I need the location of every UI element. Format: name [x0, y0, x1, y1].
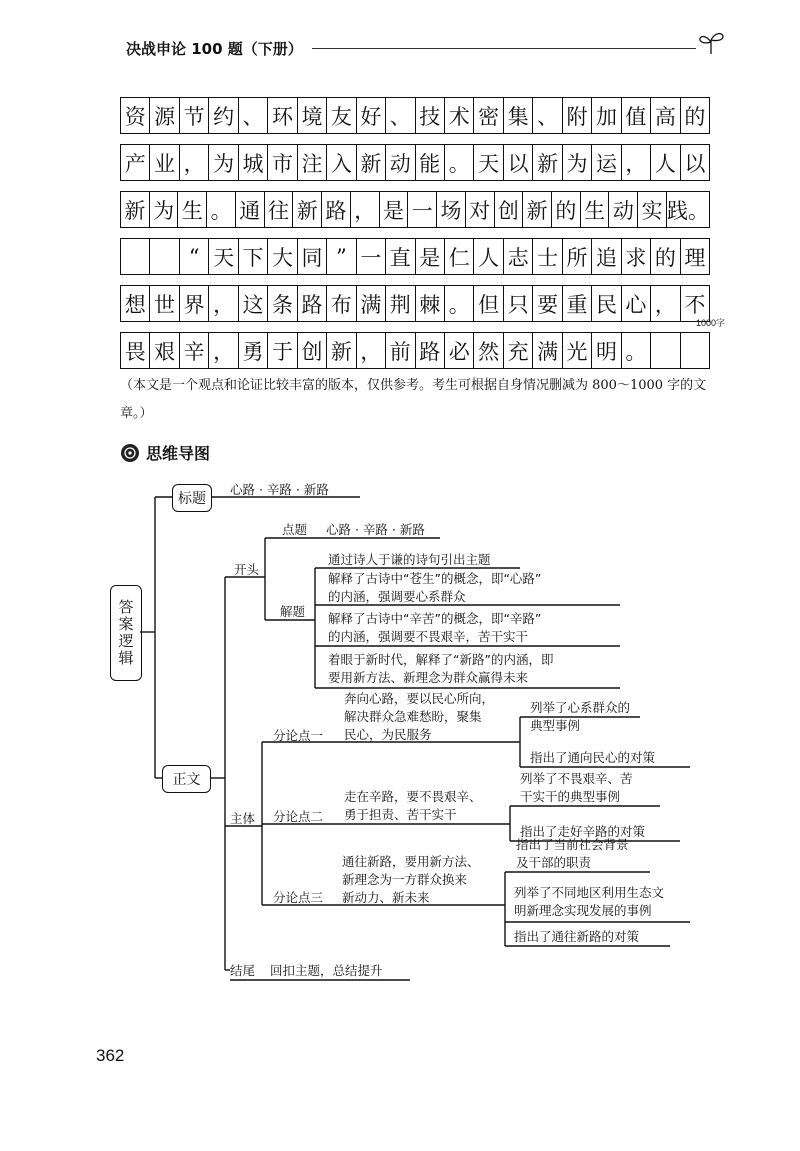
- essay-cell: 勇: [239, 333, 268, 368]
- essay-cell: 天: [209, 239, 238, 274]
- essay-cell: 市: [268, 145, 297, 180]
- essay-cell: 入: [327, 145, 356, 180]
- essay-cell: 路: [298, 286, 327, 321]
- essay-cell: 创: [298, 333, 327, 368]
- essay-cell: 境: [298, 98, 327, 133]
- essay-cell: 然: [474, 333, 503, 368]
- essay-cell: 新: [121, 192, 150, 227]
- essay-cell: 为: [209, 145, 238, 180]
- essay-cell: 密: [474, 98, 503, 133]
- ending-label: 结尾: [230, 963, 256, 978]
- essay-cell: 士: [533, 239, 562, 274]
- essay-cell: 创: [495, 192, 524, 227]
- note-text: （本文是一个观点和论证比较丰富的版本，仅供参考。考生可根据自身情况删减为 800～1000 字的文章。）: [120, 378, 707, 421]
- essay-cell: 友: [327, 98, 356, 133]
- essay-cell: 以: [504, 145, 533, 180]
- essay-cell: 高: [651, 98, 680, 133]
- essay-cell: 生: [581, 192, 610, 227]
- essay-cell: 环: [268, 98, 297, 133]
- essay-cell: 重: [563, 286, 592, 321]
- point-text: 心路 · 辛路 · 新路: [326, 522, 425, 537]
- title-text: 心路 · 辛路 · 新路: [230, 482, 329, 497]
- intro-text: 通过诗人于谦的诗句引出主题: [328, 552, 491, 567]
- essay-cell: 所: [563, 239, 592, 274]
- essay-cell: 人: [651, 145, 680, 180]
- essay-cell: 同: [298, 239, 327, 274]
- essay-cell: 是: [416, 239, 445, 274]
- essay-cell: 附: [563, 98, 592, 133]
- explain-item: 着眼于新时代，解释了“新路”的内涵，即 要用新方法、新理念为群众赢得未来: [328, 652, 554, 685]
- essay-cell: 场: [437, 192, 466, 227]
- essay-cell: 。: [622, 333, 651, 368]
- essay-cell: 布: [327, 286, 356, 321]
- essay-cell: 对: [466, 192, 495, 227]
- essay-cell: 界: [180, 286, 209, 321]
- essay-cell: 践。: [667, 192, 710, 227]
- main-label: 主体: [230, 811, 256, 826]
- essay-cell: ，: [180, 145, 209, 180]
- subpoint-1-item: 列举了心系群众的 典型事例: [530, 700, 631, 733]
- essay-cell: 通: [236, 192, 265, 227]
- essay-cell: 棘: [416, 286, 445, 321]
- explain-item: 解释了古诗中“辛苦”的概念，即“辛路” 的内涵，强调要不畏艰辛，苦干实干: [328, 611, 542, 644]
- essay-cell: 这: [239, 286, 268, 321]
- essay-cell: ，: [651, 286, 680, 321]
- essay-cell: 注: [298, 145, 327, 180]
- essay-cell: 志: [504, 239, 533, 274]
- essay-cell: 必: [445, 333, 474, 368]
- subpoint-3-item: 列举了不同地区利用生态文 明新理念实现发展的事例: [514, 885, 665, 918]
- essay-cell: 新: [533, 145, 562, 180]
- running-header: 决战申论 100 题（下册）: [126, 40, 303, 58]
- essay-cell: ，: [622, 145, 651, 180]
- essay-cell: 想: [121, 286, 150, 321]
- essay-cell: 加: [592, 98, 621, 133]
- essay-cell: 产: [121, 145, 150, 180]
- subpoint-2-text: 走在辛路，要不畏艰辛、 勇于担责、苦干实干: [344, 789, 482, 822]
- essay-cell: 为: [563, 145, 592, 180]
- essay-cell: ，: [357, 333, 386, 368]
- essay-cell: 。: [207, 192, 236, 227]
- essay-cell: 新: [327, 333, 356, 368]
- essay-cell: 一: [357, 239, 386, 274]
- essay-cell: 艰: [150, 333, 179, 368]
- explain-item: 解释了古诗中“苍生”的概念，即“心路” 的内涵，强调要心系群众: [328, 571, 542, 604]
- essay-cell: 不 1000字: [681, 286, 710, 321]
- subpoint-1-text: 奔向心路，要以民心所向， 解决群众急难愁盼，聚集 民心，为民服务: [344, 691, 495, 742]
- essay-cell: 新: [293, 192, 322, 227]
- essay-cell: 一: [408, 192, 437, 227]
- explain-label: 解题: [280, 604, 306, 619]
- essay-cell: 。: [445, 286, 474, 321]
- page-number: 362: [96, 1046, 125, 1065]
- essay-cell: 民: [592, 286, 621, 321]
- essay-cell: 能: [416, 145, 445, 180]
- essay-cell: 要: [533, 286, 562, 321]
- essay-cell: 的: [681, 98, 710, 133]
- essay-cell: 术: [445, 98, 474, 133]
- essay-cell: 但: [474, 286, 503, 321]
- essay-cell: ，: [209, 286, 238, 321]
- title-node: 标题: [172, 484, 212, 512]
- subpoint-3-item: 指出了通往新路的对策: [514, 929, 640, 944]
- essay-cell: 、: [239, 98, 268, 133]
- essay-cell: 、: [533, 98, 562, 133]
- essay-cell: 仁: [445, 239, 474, 274]
- essay-cell: 以: [681, 145, 710, 180]
- subpoint-2-label: 分论点二: [273, 809, 324, 824]
- essay-cell: 天: [474, 145, 503, 180]
- essay-cell: 集: [504, 98, 533, 133]
- word-count-mark: 1000字: [696, 318, 726, 328]
- essay-cell: 路: [416, 333, 445, 368]
- subpoint-3-text: 通往新路，要用新方法、 新理念为一方群众换来 新动力、新未来: [342, 854, 480, 905]
- subpoint-1-item: 指出了通向民心的对策: [530, 750, 656, 765]
- essay-cell: 、: [386, 98, 415, 133]
- subpoint-3-label: 分论点三: [273, 890, 324, 905]
- root-node: 答案逻辑: [110, 585, 142, 681]
- essay-cell: 的: [552, 192, 581, 227]
- essay-cell: 路: [322, 192, 351, 227]
- essay-cell: 实: [638, 192, 667, 227]
- essay-cell: 下: [239, 239, 268, 274]
- essay-cell: 明: [592, 333, 621, 368]
- body-node: 正文: [162, 765, 211, 793]
- essay-cell: 技: [416, 98, 445, 133]
- essay-cell: 约: [209, 98, 238, 133]
- essay-cell: 于: [268, 333, 297, 368]
- essay-cell: 是: [380, 192, 409, 227]
- subpoint-1-label: 分论点一: [273, 728, 324, 743]
- essay-cell: 辛: [180, 333, 209, 368]
- essay-cell: 新: [357, 145, 386, 180]
- essay-cell: 光: [563, 333, 592, 368]
- essay-cell: 业: [150, 145, 179, 180]
- essay-cell: 动: [386, 145, 415, 180]
- essay-cell: 生: [178, 192, 207, 227]
- essay-cell: 世: [150, 286, 179, 321]
- essay-cell: 往: [265, 192, 294, 227]
- essay-cell: 前: [386, 333, 415, 368]
- essay-cell: 为: [150, 192, 179, 227]
- essay-cell: ，: [351, 192, 380, 227]
- section-title: 思维导图: [146, 444, 211, 463]
- essay-cell: 满: [357, 286, 386, 321]
- essay-cell: 条: [268, 286, 297, 321]
- essay-cell: 。: [445, 145, 474, 180]
- essay-cell: 大: [268, 239, 297, 274]
- subpoint-3-item: 指出了当前社会背景 及干部的职责: [516, 837, 629, 870]
- essay-cell: ，: [209, 333, 238, 368]
- opening-label: 开头: [234, 562, 260, 577]
- essay-cell: 畏: [121, 333, 150, 368]
- essay-cell: 源: [150, 98, 179, 133]
- essay-cell: 人: [474, 239, 503, 274]
- essay-cell: 充: [504, 333, 533, 368]
- point-label: 点题: [282, 522, 308, 537]
- essay-cell: 追: [592, 239, 621, 274]
- essay-cell: 理: [681, 239, 710, 274]
- subpoint-2-item: 指出了走好辛路的对策: [520, 824, 646, 839]
- essay-cell: 值: [622, 98, 651, 133]
- essay-cell: 心: [622, 286, 651, 321]
- essay-cell: 运: [592, 145, 621, 180]
- essay-cell: 荆: [386, 286, 415, 321]
- essay-cell: 城: [239, 145, 268, 180]
- essay-cell: 资: [121, 98, 150, 133]
- essay-cell: 的: [651, 239, 680, 274]
- essay-cell: 求: [622, 239, 651, 274]
- essay-cell: 节: [180, 98, 209, 133]
- ending-text: 回扣主题，总结提升: [270, 963, 383, 978]
- subpoint-2-item: 列举了不畏艰辛、苦 干实干的典型事例: [520, 771, 633, 804]
- essay-cell: ”: [327, 239, 356, 274]
- essay-cell: 新: [523, 192, 552, 227]
- essay-cell: 满: [533, 333, 562, 368]
- essay-cell: 动: [609, 192, 638, 227]
- essay-cell: 直: [386, 239, 415, 274]
- essay-cell: “: [180, 239, 209, 274]
- essay-cell: 好: [357, 98, 386, 133]
- essay-cell: 只: [504, 286, 533, 321]
